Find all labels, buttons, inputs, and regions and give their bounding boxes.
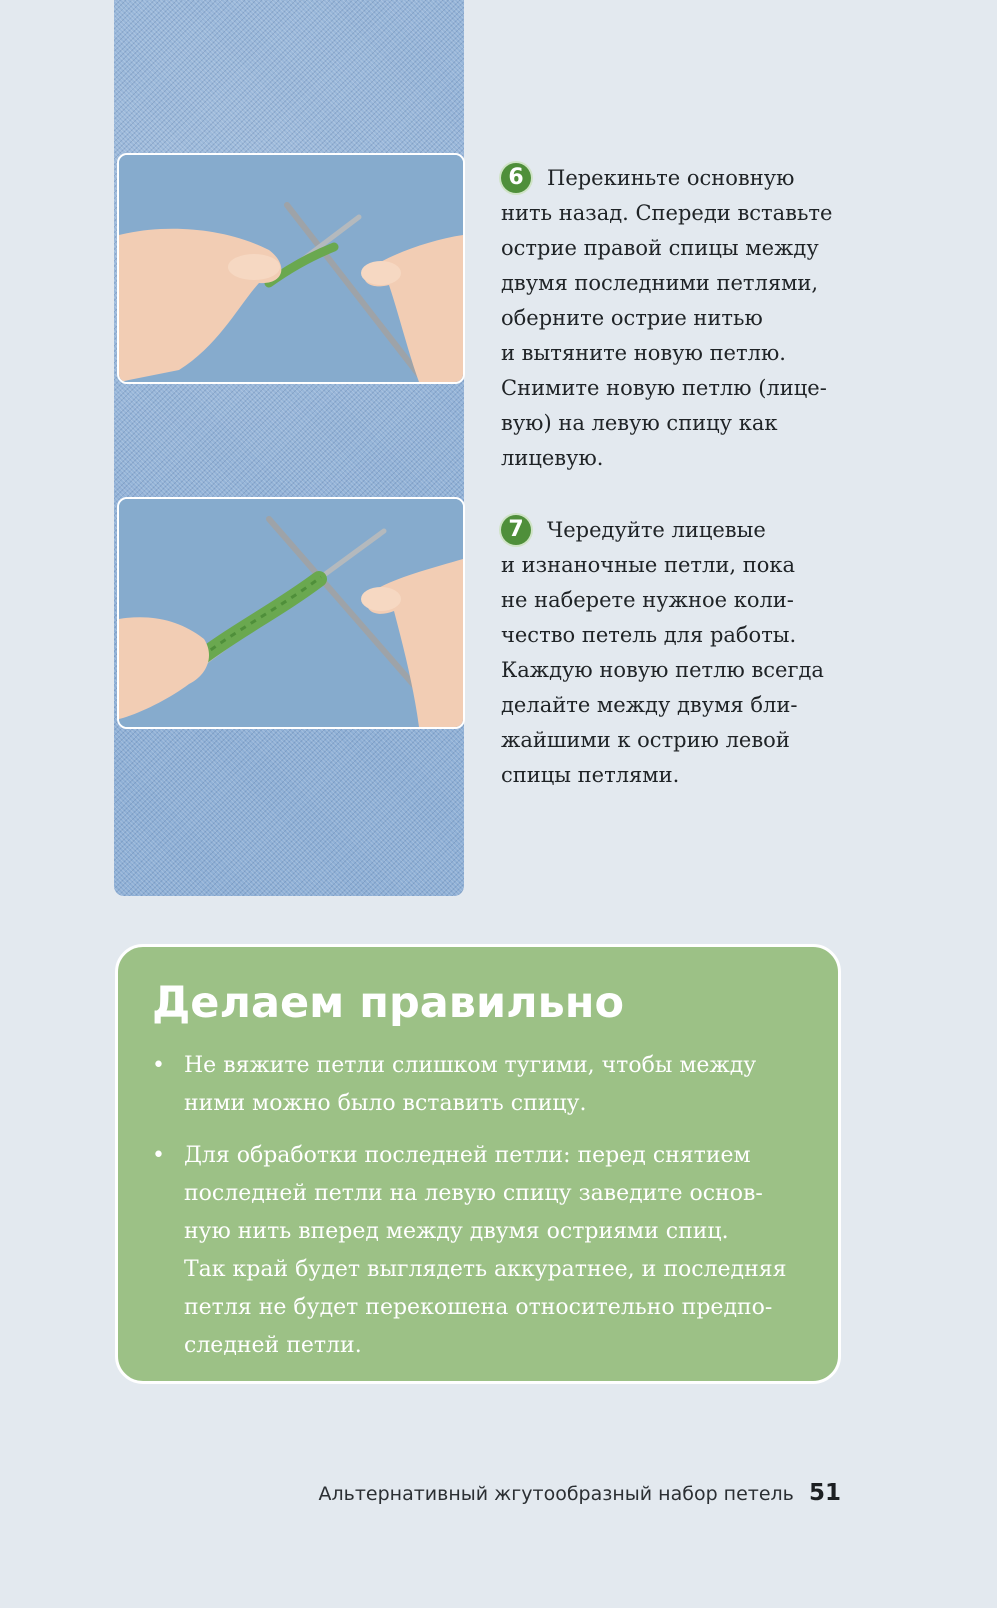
step-7-line: делайте между двумя бли- <box>501 693 798 717</box>
step-6-badge: 6 <box>501 163 531 193</box>
step-6-instruction <box>501 161 861 476</box>
step-6-line: вую) на левую спицу как <box>501 411 778 435</box>
denim-background-strip <box>114 0 464 896</box>
step-7-line: спицы петлями. <box>501 763 680 787</box>
page-footer <box>319 1480 841 1506</box>
tip-line: ними можно было вставить спицу. <box>184 1091 587 1116</box>
step-7-line: и изнаночные петли, пока <box>501 553 795 577</box>
step-7-line: жайшими к острию левой <box>501 728 790 752</box>
step-7-badge: 7 <box>501 515 531 545</box>
tip-line: Так край будет выглядеть аккуратнее, и последняя <box>184 1257 787 1282</box>
chapter-title: Альтернативный жгутообразный набор петель <box>318 1483 794 1505</box>
tip-line: Не вяжите петли слишком тугими, чтобы между <box>184 1053 757 1078</box>
step-7-line: 7 Чередуйте лицевые <box>501 513 861 548</box>
tip-line: петля не будет перекошена относительно предпо- <box>184 1295 773 1320</box>
tip-line: следней петли. <box>184 1333 362 1358</box>
step-6-line: оберните острие нитью <box>501 306 763 330</box>
page-number: 51 <box>808 1480 841 1506</box>
step-6-line: двумя последними петлями, <box>501 271 819 295</box>
step-6-photo <box>117 153 465 384</box>
bullet-icon: • <box>152 1053 165 1078</box>
step-6-line: нить назад. Спереди вставьте <box>501 201 833 225</box>
tip-item <box>152 1047 822 1123</box>
bullet-icon: • <box>152 1143 165 1168</box>
tip-item <box>152 1137 822 1365</box>
step-7-line: не наберете нужное коли- <box>501 588 794 612</box>
step-6-line: и вытяните новую петлю. <box>501 341 786 365</box>
step-7-line: Каждую новую петлю всегда <box>501 658 824 682</box>
tip-line: ную нить вперед между двумя остриями спиц. <box>184 1219 729 1244</box>
step-7-line: чество петель для работы. <box>501 623 797 647</box>
step-7-instruction <box>501 513 861 793</box>
step-6-line: Снимите новую петлю (лице- <box>501 376 827 400</box>
tip-line: последней петли на левую спицу заведите основ- <box>184 1181 763 1206</box>
tip-box <box>115 944 841 1384</box>
step-6-line: лицевую. <box>501 446 604 470</box>
step-6-line: острие правой спицы между <box>501 236 819 260</box>
tip-list <box>152 1047 822 1379</box>
step-7-photo <box>117 497 465 729</box>
step-6-line: 6 Перекиньте основную <box>501 161 861 196</box>
tip-box-title: Делаем правильно <box>152 978 625 1028</box>
tip-line: Для обработки последней петли: перед снятием <box>184 1143 751 1168</box>
